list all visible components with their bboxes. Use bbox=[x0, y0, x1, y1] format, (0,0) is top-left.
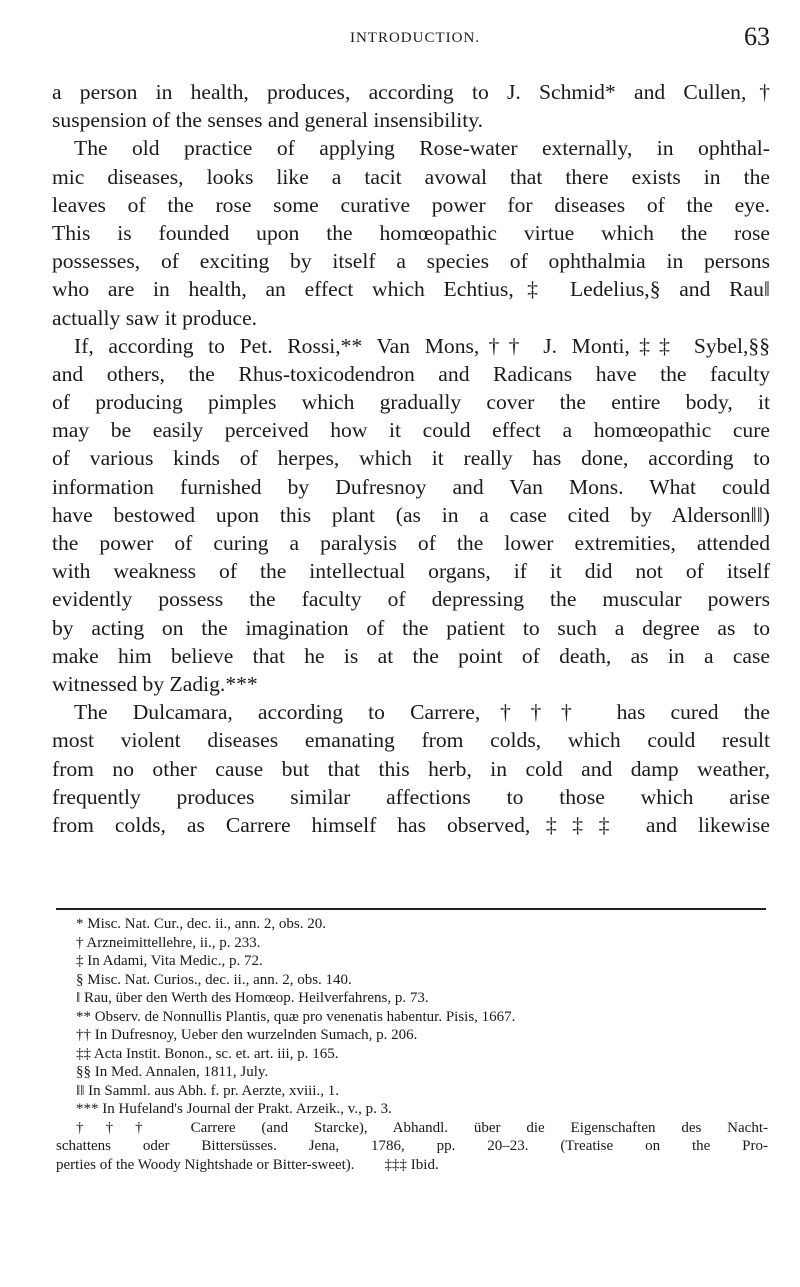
text-line: have bestowed upon this plant (as in a case cited by Alderson‖‖) bbox=[52, 502, 770, 527]
text-line: from no other cause but that this herb, in cold and damp weather, bbox=[52, 756, 770, 781]
text-line: possesses, of exciting by itself a species of ophthalmia in persons bbox=[52, 249, 770, 274]
text-line: of various kinds of herpes, which it really has done, according to bbox=[52, 446, 770, 471]
footnote: * Misc. Nat. Cur., dec. ii., ann. 2, obs. 20. bbox=[76, 916, 326, 932]
text-line: a person in health, produces, according to J. Schmid* and Cullen,† bbox=[52, 80, 770, 104]
text-line: suspension of the senses and general insensibility. bbox=[52, 108, 483, 133]
footnote: ** Observ. de Nonnullis Plantis, quæ pro venenatis habentur. Pisis, 1667. bbox=[76, 1008, 516, 1025]
text-line: by acting on the imagination of the patient to such a degree as to bbox=[52, 615, 770, 640]
text-line: leaves of the rose some curative power for diseases of the eye. bbox=[52, 192, 770, 217]
footnote: §§ In Med. Annalen, 1811, July. bbox=[76, 1064, 269, 1080]
footnote-continuation: schattens oder Bittersüsses. Jena, 1786, pp. 20–23. (Treatise on the Pro- bbox=[56, 1138, 768, 1154]
footnote: ‡ In Adami, Vita Medic., p. 72. bbox=[76, 953, 263, 969]
text-line: may be easily perceived how it could effect a homœopathic cure bbox=[52, 418, 770, 443]
text-line: If, according to Pet. Rossi,** Van Mons,†† J. Monti,‡‡ Sybel,§§ bbox=[74, 333, 770, 358]
text-line: who are in health, an effect which Echtius,‡ Ledelius,§ and Rau‖ bbox=[52, 277, 770, 302]
page-number: 63 bbox=[744, 22, 770, 51]
footnote-rule bbox=[56, 908, 766, 910]
footnote-continuation: perties of the Woody Nightshade or Bitter-sweet). ‡‡‡ Ibid. bbox=[56, 1156, 439, 1173]
text-line: The old practice of applying Rose-water externally, in ophthal- bbox=[74, 136, 770, 161]
text-line: of producing pimples which gradually cover the entire body, it bbox=[52, 390, 770, 415]
text-line: This is founded upon the homœopathic virtue which the rose bbox=[52, 220, 770, 245]
text-line: The Dulcamara, according to Carrere,††† has cured the bbox=[74, 700, 770, 725]
text-line: evidently possess the faculty of depressing the muscular powers bbox=[52, 587, 770, 612]
text-line: most violent diseases emanating from colds, which could result bbox=[52, 728, 770, 753]
text-line: information furnished by Dufresnoy and Van Mons. What could bbox=[52, 474, 770, 499]
footnote: ††† Carrere (and Starcke), Abhandl. über die Eigenschaften des Nacht- bbox=[76, 1119, 768, 1136]
text-line: actually saw it produce. bbox=[52, 305, 258, 330]
footnote: ‖‖ In Samml. aus Abh. f. pr. Aerzte, xviii., 1. bbox=[76, 1082, 339, 1099]
footnote: § Misc. Nat. Curios., dec. ii., ann. 2, obs. 140. bbox=[76, 971, 352, 988]
footnotes bbox=[56, 915, 768, 1174]
footnote: † Arzneimittellehre, ii., p. 233. bbox=[76, 934, 261, 951]
text-line: make him believe that he is at the point of death, as in a case bbox=[52, 643, 770, 668]
footnote: ‖ Rau, über den Werth des Homœop. Heilverfahrens, p. 73. bbox=[76, 990, 429, 1006]
footnote: ‡‡ Acta Instit. Bonon., sc. et. art. iii, p. 165. bbox=[76, 1045, 339, 1062]
text-line: mic diseases, looks like a tacit avowal that there exists in the bbox=[52, 164, 770, 189]
text-line: frequently produces similar affections to those which arise bbox=[52, 784, 770, 809]
page-header bbox=[60, 20, 770, 60]
body-text bbox=[52, 78, 770, 839]
running-head: INTRODUCTION. bbox=[349, 30, 481, 46]
footnote: *** In Hufeland's Journal der Prakt. Arzeik., v., p. 3. bbox=[76, 1101, 392, 1117]
text-line: from colds, as Carrere himself has observed,‡‡‡ and likewise bbox=[52, 812, 770, 837]
text-line: and others, the Rhus-toxicodendron and Radicans have the faculty bbox=[52, 361, 770, 386]
text-line: the power of curing a paralysis of the lower extremities, attended bbox=[52, 531, 770, 555]
footnote: †† In Dufresnoy, Ueber den wurzelnden Sumach, p. 206. bbox=[76, 1027, 418, 1043]
text-line: witnessed by Zadig.*** bbox=[52, 671, 258, 696]
text-line: with weakness of the intellectual organs, if it did not of itself bbox=[52, 559, 770, 584]
